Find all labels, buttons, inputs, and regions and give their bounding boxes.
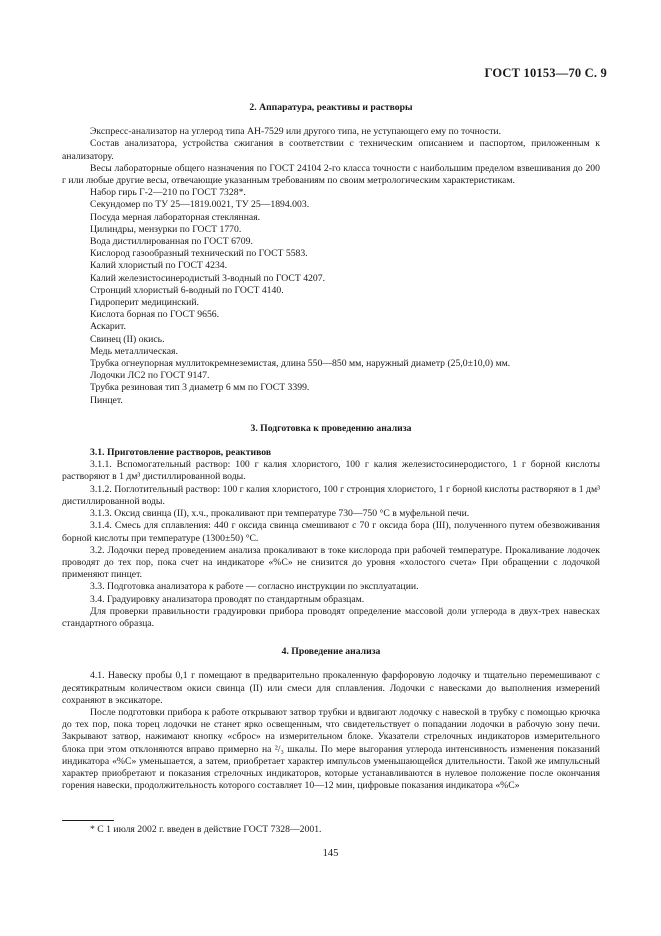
paragraph: 3.1.4. Смесь для сплавления: 440 г оксида свинца смешивают с 70 г оксида бора (III), полученного путем обезвоживания борной кислоты при температуре (1300±50) °С. (62, 520, 600, 544)
paragraph: Калий хлористый по ГОСТ 4234. (90, 260, 228, 272)
paragraph: 3.4. Градуировку анализатора проводят по стандартным образцам. (90, 593, 365, 605)
paragraph: Кислота борная по ГОСТ 9656. (90, 309, 220, 321)
footnote-divider (62, 820, 114, 821)
paragraph: Экспресс-анализатор на углерод типа АН-7529 или другого типа, не уступающего ему по точности. (90, 126, 502, 138)
paragraph: Трубка резиновая тип 3 диаметр 6 мм по ГОСТ 3399. (90, 382, 310, 394)
paragraph: 3.1.1. Вспомогательный раствор: 100 г калия хлористого, 100 г калия железистосинеродистого, 1 г борной кислоты растворяют в 1 дм³ дистиллированной воды. (62, 459, 600, 483)
paragraph: Набор гирь Г-2—210 по ГОСТ 7328*. (90, 187, 246, 199)
paragraph: Гидроперит медицинский. (90, 297, 199, 309)
paragraph: 3.2. Лодочки перед проведением анализа прокаливают в токе кислорода при рабочей температуре. Прокаливание лодочек проводят до тех пор, пока счет на индикаторе «%С» не снизится до уровня «холостого счета» При обращении с лодочкой применяют пинцет. (62, 544, 600, 581)
paragraph: Состав анализатора, устройства сжигания в соответствии с техническим описанием и паспортом, приложенным к анализатору. (62, 138, 600, 162)
paragraph: Калий железистосинеродистый 3-водный по ГОСТ 4207. (90, 272, 325, 284)
footnote: * С 1 июля 2002 г. введен в действие ГОСТ 7328—2001. (90, 824, 322, 835)
paragraph: Лодочки ЛС2 по ГОСТ 9147. (90, 370, 210, 382)
section-4-title: 4. Проведение анализа (281, 646, 381, 658)
paragraph: 3.3. Подготовка анализатора к работе — согласно инструкции по эксплуатации. (90, 581, 419, 593)
paragraph: Секундомер по ТУ 25—1819.0021, ТУ 25—1894.003. (90, 199, 310, 211)
running-header: ГОСТ 10153—70 С. 9 (484, 66, 607, 80)
paragraph: Весы лабораторные общего назначения по ГОСТ 24104 2-го класса точности с наибольшим пределом взвешивания до 200 г или любые другие весы, отвечающие указанным требованиям по своим метрологическим характеристикам. (62, 162, 600, 187)
paragraph: После подготовки прибора к работе открывают затвор трубки и вдвигают лодочку с навеской в трубку с помощью крючка до тех пор, пока торец лодочки не станет ярко освещенным, что свидетельствует о попадании лодочки в рабочую зону печи. Закрывают затвор, нажимают кнопку «сброс» на измерительном блоке. Указатели стрелочных индикаторов измерительного блока при этом отклоняются вправо примерно на ²/₃ шкалы. По мере выгорания углерода интенсивность изменения показаний индикатора «%С» уменьшается, а затем, приобретает характер импульсов уменьшающейся длительности. Такой же импульсный характер приобретают и показания стрелочных индикаторов, которые устанавливаются в нулевое положение после окончания горения навески, продолжительность которого составляет 10—12 мин, цифровые показания индикатора «%С» (62, 706, 600, 792)
page-number: 145 (322, 848, 339, 859)
section-2-title: 2. Аппаратура, реактивы и растворы (249, 102, 413, 113)
paragraph: Кислород газообразный технический по ГОСТ 5583. (90, 248, 308, 260)
paragraph: Стронций хлористый 6-водный по ГОСТ 4140. (90, 284, 284, 296)
section-3-title: 3. Подготовка к проведению анализа (250, 422, 412, 434)
paragraph: 4.1. Навеску пробы 0,1 г помещают в предварительно прокаленную фарфоровую лодочку и тщательно перемешивают с десятикратным количеством окиси свинца (II) или смеси для сплавления. Лодочки с навесками до выполнения измерений сохраняют в эксикаторе. (62, 670, 600, 706)
paragraph: 3.1.3. Оксид свинца (II), х.ч., прокаливают при температуре 730—750 °С в муфельной печи. (90, 508, 470, 520)
paragraph: Трубка огнеупорная муллитокремнеземистая, длина 550—850 мм, наружный диаметр (25,0±10,0) мм. (90, 358, 511, 370)
subsection-3-1-title: 3.1. Приготовление растворов, реактивов (90, 447, 272, 459)
paragraph: Вода дистиллированная по ГОСТ 6709. (90, 236, 253, 248)
paragraph: Медь металлическая. (90, 345, 178, 357)
paragraph: Цилиндры, мензурки по ГОСТ 1770. (90, 223, 242, 235)
paragraph: Посуда мерная лабораторная стеклянная. (90, 211, 261, 223)
paragraph: Аскарит. (90, 321, 126, 333)
page-content (62, 96, 600, 792)
paragraph: Пинцет. (90, 394, 123, 406)
paragraph: 3.1.2. Поглотительный раствор: 100 г калия хлористого, 100 г стронция хлористого, 1 г борной кислоты растворяют в 1 дм³ дистиллированной воды. (62, 483, 600, 507)
paragraph: Свинец (II) окись. (90, 333, 165, 345)
paragraph: Для проверки правильности градуировки прибора проводят определение массовой доли углерода в двух-трех навесках стандартного образца. (62, 605, 600, 629)
